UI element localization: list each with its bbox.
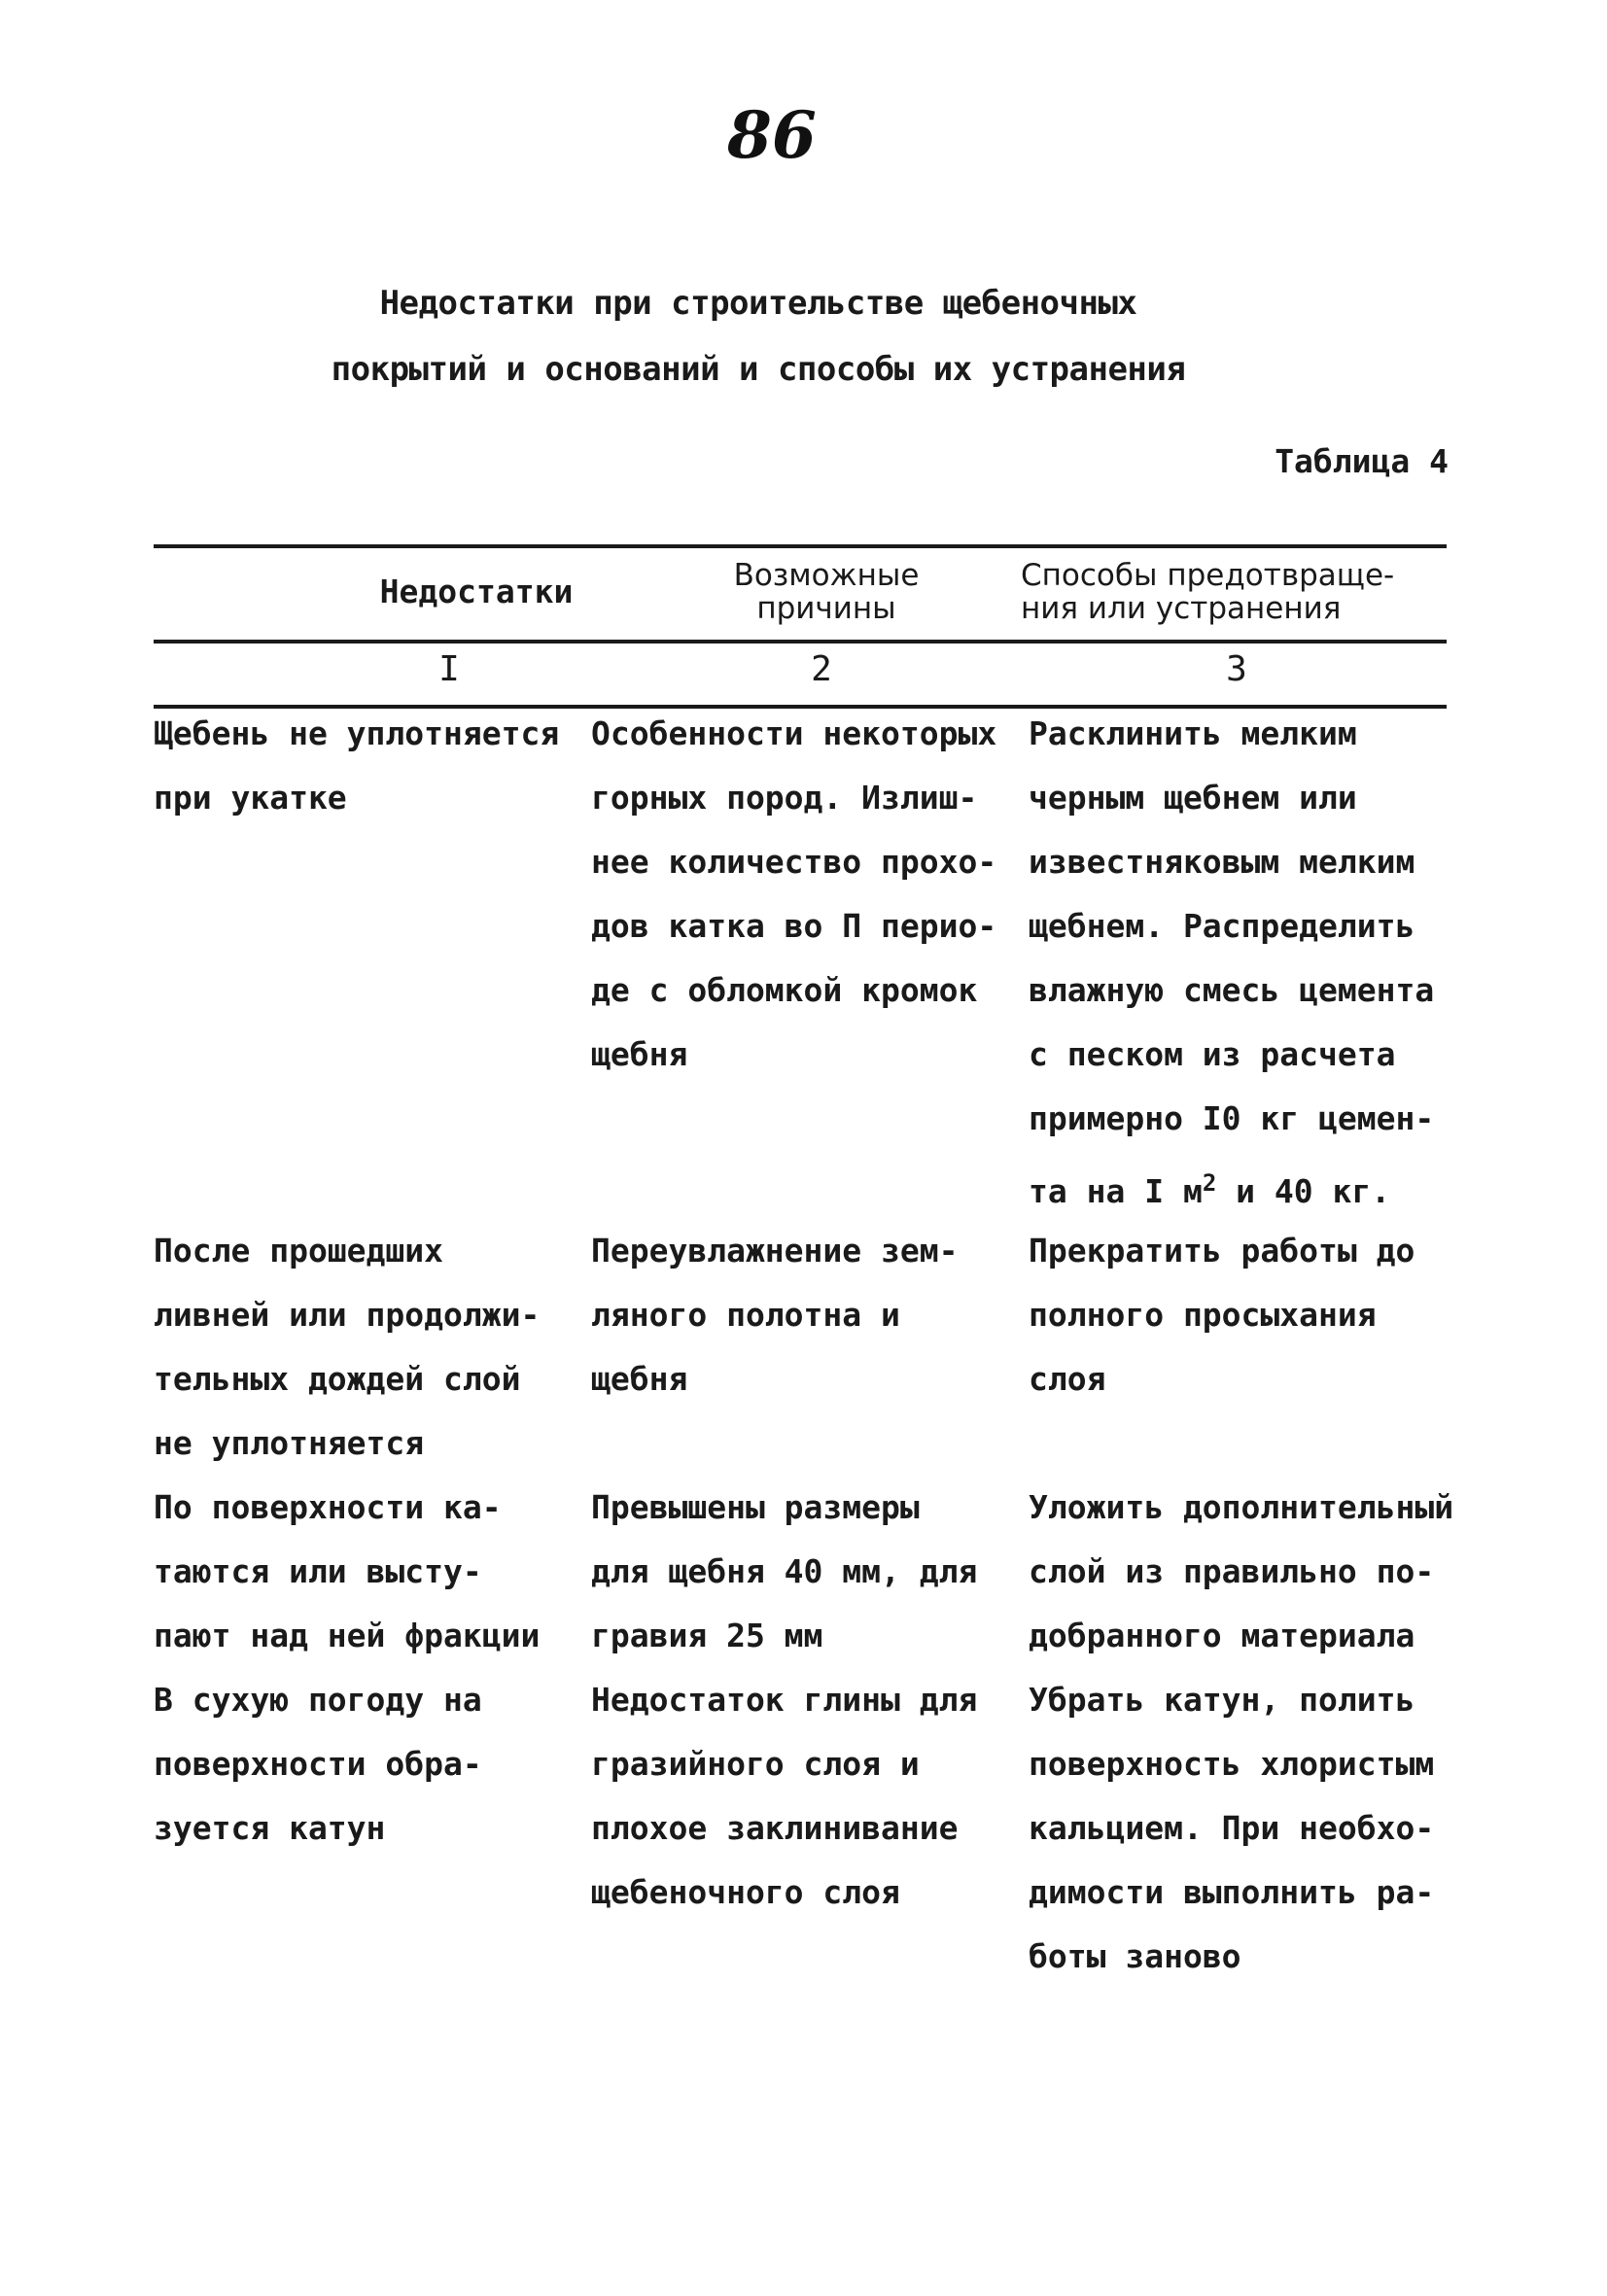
text-line: Убрать катун, полить <box>1029 1681 1415 1719</box>
text-line: ляного полотна и <box>591 1296 900 1334</box>
header-causes-line-1: Возможные <box>733 558 920 593</box>
text-line: влажную смесь цемента <box>1029 971 1435 1009</box>
text-line: щебня <box>591 1035 688 1073</box>
text-line: известняковым мелким <box>1029 843 1415 881</box>
row-4-cause <box>591 1668 1019 1925</box>
text-line: боты заново <box>1029 1937 1241 1975</box>
text-line: не уплотняется <box>154 1424 425 1462</box>
header-defects <box>350 575 603 609</box>
row-1-defect <box>154 702 581 830</box>
row-2-cause <box>591 1219 1019 1411</box>
remedy-tail-before: та на I м <box>1029 1172 1203 1210</box>
column-number-3: 3 <box>1226 649 1247 689</box>
text-line: примерно I0 кг цемен- <box>1029 1099 1435 1137</box>
text-line: слой из правильно по- <box>1029 1552 1435 1590</box>
header-causes-line-2: причины <box>756 591 896 626</box>
text-line: В сухую погоду на <box>154 1681 482 1719</box>
text-line: ливней или продолжи- <box>154 1296 541 1334</box>
table-title-line-1: Недостатки при строительстве щебеночных <box>379 284 1137 323</box>
text-line: щебня <box>591 1360 688 1398</box>
header-remedies-line-2: ния или устранения <box>1021 591 1342 626</box>
text-line: нее количество прохо- <box>591 843 997 881</box>
header-causes <box>681 559 972 625</box>
row-2-remedy <box>1029 1219 1476 1411</box>
text-line: добранного материала <box>1029 1617 1415 1654</box>
text-line: Недостаток глины для <box>591 1681 978 1719</box>
text-line: для щебня 40 мм, для <box>591 1552 978 1590</box>
text-line: кальцием. При необхо- <box>1029 1809 1435 1847</box>
page-number: 86 <box>727 97 817 173</box>
column-number-2: 2 <box>811 649 832 689</box>
table-header-rule <box>154 640 1447 644</box>
text-line: После прошедших <box>154 1232 444 1270</box>
text-line: Щебень не уплотняется <box>154 714 560 752</box>
text-line: Особенности некоторых <box>591 714 997 752</box>
text-line: дов катка во П перио- <box>591 907 997 945</box>
text-line: де с обломкой кромок <box>591 971 978 1009</box>
text-line: Уложить дополнительный <box>1029 1488 1454 1526</box>
text-line: гразийного слоя и <box>591 1745 920 1783</box>
text-line: при укатке <box>154 779 347 817</box>
table-title-line-2: покрытий и оснований и способы их устранения <box>331 350 1186 389</box>
text-line: черным щебнем или <box>1029 779 1357 817</box>
text-line: щебеночного слоя <box>591 1873 900 1911</box>
row-3-cause <box>591 1476 1019 1668</box>
column-number-1: I <box>438 649 460 689</box>
remedy-tail-after: и 40 кг. <box>1216 1172 1391 1210</box>
table-top-rule <box>154 544 1447 548</box>
text-line: таются или высту- <box>154 1552 482 1590</box>
text-line: зуется катун <box>154 1809 386 1847</box>
text-line: слоя <box>1029 1360 1106 1398</box>
text-line: По поверхности ка- <box>154 1488 502 1526</box>
text-line: пают над ней фракции <box>154 1617 541 1654</box>
text-line: поверхность хлористым <box>1029 1745 1435 1783</box>
text-line: щебнем. Распределить <box>1029 907 1415 945</box>
row-1-cause <box>591 702 1019 1087</box>
table-label: Таблица 4 <box>1275 442 1449 480</box>
text-line: горных пород. Излиш- <box>591 779 978 817</box>
text-line-with-superscript <box>1029 1151 1476 1224</box>
text-line: гравия 25 мм <box>591 1617 823 1654</box>
text-line: поверхности обра- <box>154 1745 482 1783</box>
text-line: димости выполнить ра- <box>1029 1873 1435 1911</box>
text-line: Переувлажнение зем- <box>591 1232 959 1270</box>
text-line: Прекратить работы до <box>1029 1232 1415 1270</box>
row-3-defect <box>154 1476 581 1668</box>
row-4-remedy <box>1029 1668 1476 1989</box>
text-line: полного просыхания <box>1029 1296 1377 1334</box>
row-3-remedy <box>1029 1476 1476 1668</box>
text-line: плохое заклинивание <box>591 1809 959 1847</box>
square-superscript: 2 <box>1202 1169 1217 1197</box>
text-line: тельных дождей слой <box>154 1360 521 1398</box>
header-remedies <box>1021 559 1478 625</box>
text-line: Превышены размеры <box>591 1488 920 1526</box>
row-2-defect <box>154 1219 581 1476</box>
header-defects-label: Недостатки <box>379 573 574 610</box>
text-line: с песком из расчета <box>1029 1035 1396 1073</box>
text-line: Расклинить мелким <box>1029 714 1357 752</box>
row-4-defect <box>154 1668 581 1861</box>
row-1-remedy <box>1029 702 1476 1224</box>
header-remedies-line-1: Способы предотвраще- <box>1021 558 1395 593</box>
